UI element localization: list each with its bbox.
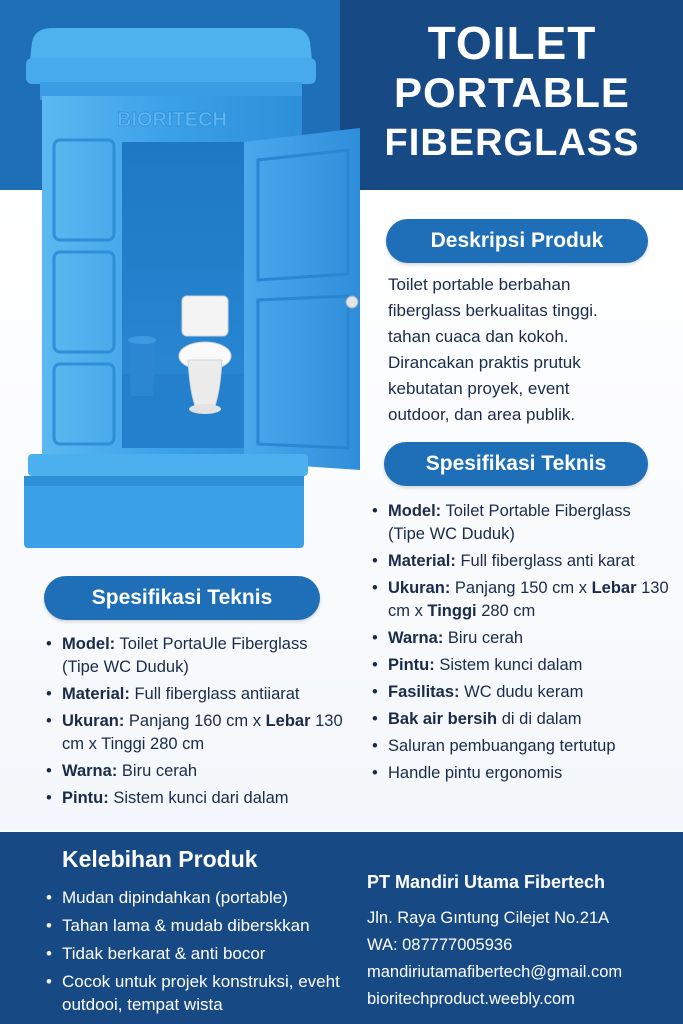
description-line: outdoor, dan area publik.	[388, 405, 576, 424]
company-name: PT Mandiri Utama Fibertech	[367, 872, 606, 892]
title-line-2: PORTABLE	[394, 69, 630, 116]
title-line-3: FIBERGLASS	[384, 122, 640, 164]
brand-emboss: BIORITECH	[117, 109, 227, 131]
description-text	[388, 272, 668, 428]
roof-rim	[26, 58, 316, 84]
spec-right-heading: Spesifikasi Teknis	[384, 442, 648, 486]
spec-item-water-tank: • Bak air bersih di di dalam	[372, 708, 672, 731]
description-line: fiberglass berkualitas tinggi.	[388, 301, 598, 320]
spec-item-door: • Pintu: Sistem kunci dari dalam	[46, 787, 346, 810]
spec-item-model: • Model: Toilet PortaUle Fiberglass (Tipe WC Duduk)	[46, 633, 346, 679]
advantage-item: • Cocok untuk projek konstruksi, eveht outdooi, tempat wista	[46, 970, 356, 1016]
spec-item-handle: • Handle pintu ergonomis	[372, 762, 672, 785]
roof-top	[30, 28, 312, 60]
description-line: kebutatan proyek, event	[388, 379, 570, 398]
title-line-1: TOILET	[427, 17, 597, 69]
company-email[interactable]: mandiriutamafibertech@gmail.com	[367, 963, 623, 981]
advantage-item: • Tidak berkarat & anti bocor	[46, 942, 356, 965]
advantages-heading: Kelebihan Produk	[62, 846, 258, 872]
spec-left-list	[46, 633, 346, 814]
spec-item-color: • Warna: Biru cerah	[372, 627, 672, 650]
spec-right-list	[372, 500, 672, 789]
description-line: Toilet portable berbahan	[388, 275, 571, 294]
spec-left-heading: Spesifikasi Teknis	[44, 576, 320, 620]
portable-toilet-illustration	[22, 24, 367, 559]
description-heading: Deskripsi Produk	[386, 219, 648, 263]
base-ledge	[28, 454, 308, 476]
description-line: Dirancakan praktis prutuk	[388, 353, 581, 372]
company-address: Jln. Raya Gıntung Cilejet No.21A	[367, 909, 610, 927]
spec-item-facility: • Fasilitas: WC dudu keram	[372, 681, 672, 704]
description-line: tahan cuaca dan kokoh.	[388, 327, 569, 346]
advantage-item: • Mudan dipindahkan (portable)	[46, 886, 356, 909]
company-info	[367, 872, 667, 1013]
spec-item-color: • Warna: Biru cerah	[46, 760, 346, 783]
spec-item-drainage: • Saluran pembuangang tertutup	[372, 735, 672, 758]
spec-item-material: • Material: Full fiberglass antiiarat	[46, 683, 346, 706]
company-website[interactable]: bioritechproduct.weebly.com	[367, 990, 575, 1008]
advantage-item: • Tahan lama & mudab diberskkan	[46, 914, 356, 937]
base-block	[24, 476, 304, 548]
spec-item-size: • Ukuran: Panjang 160 cm x Lebar 130 cm x Tinggi 280 cm	[46, 710, 346, 756]
door-handle	[346, 296, 358, 308]
advantages-list	[46, 886, 356, 1021]
company-whatsapp[interactable]: WA: 087777005936	[367, 936, 513, 954]
page-title	[352, 18, 672, 168]
spec-item-door: • Pintu: Sistem kunci dalam	[372, 654, 672, 677]
spec-item-size: • Ukuran: Panjang 150 cm x Lebar 130 cm x Tinggi 280 cm	[372, 577, 672, 623]
spec-item-material: • Material: Full fiberglass anti karat	[372, 550, 672, 573]
spec-item-model: • Model: Toilet Portable Fiberglass (Tipe WC Duduk)	[372, 500, 672, 546]
